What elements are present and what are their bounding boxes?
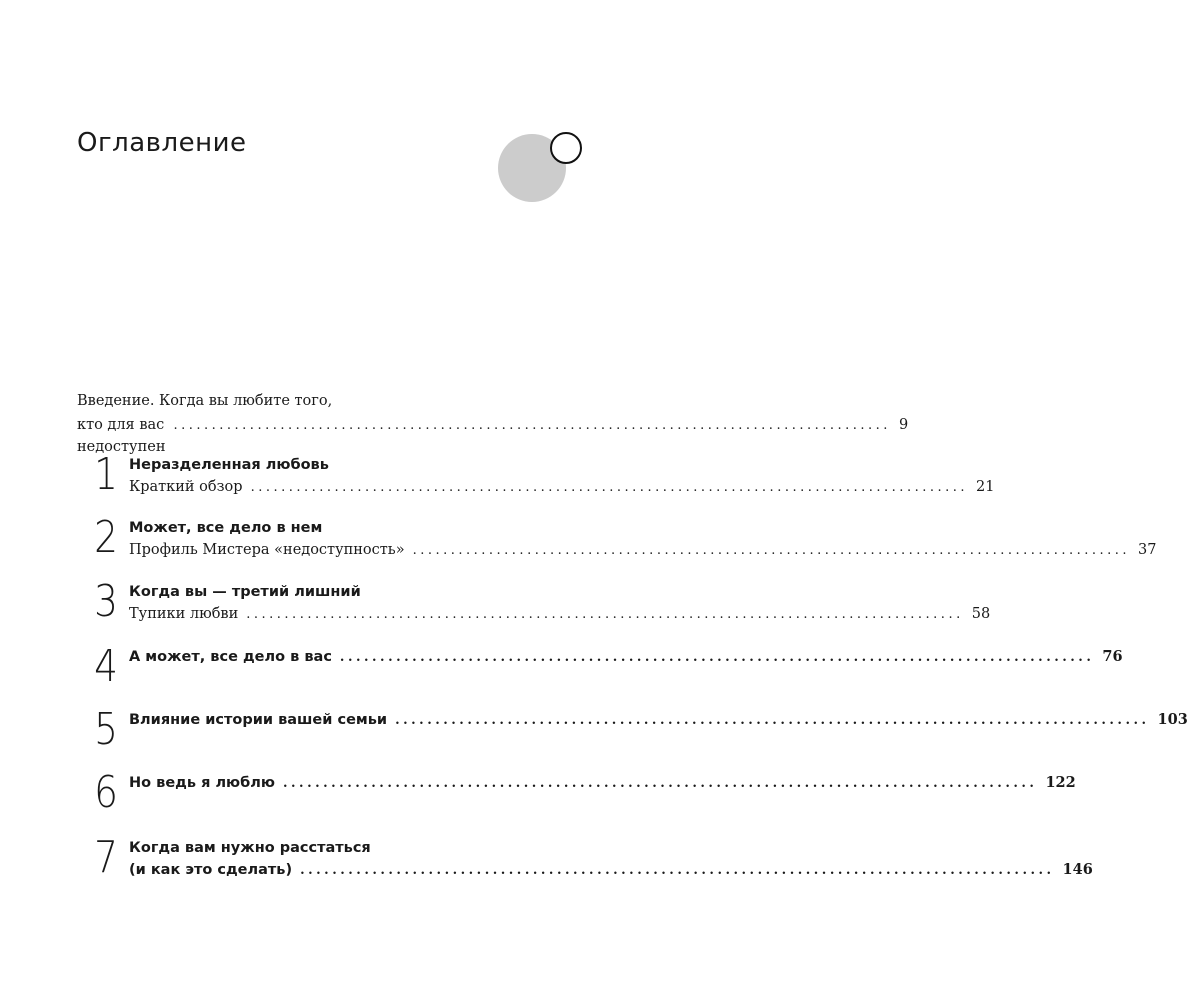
chapter-page-number: 21 xyxy=(976,479,995,495)
two-circles-icon xyxy=(498,132,582,202)
chapter-1-entry[interactable] xyxy=(88,449,995,514)
chapter-number: 3 xyxy=(94,576,118,627)
chapter-subtitle: Краткий обзор xyxy=(129,479,243,495)
chapter-6-entry[interactable] xyxy=(88,767,1076,832)
leader-dots: .............................................................................................. xyxy=(412,543,1131,558)
chapter-number: 2 xyxy=(94,512,118,563)
leader-dots: .............................................................................................. xyxy=(395,713,1150,728)
intro-entry[interactable] xyxy=(77,390,909,455)
chapter-subtitle: Тупики любви xyxy=(129,606,239,622)
chapter-number: 6 xyxy=(94,767,118,818)
chapter-title: А может, все дело в вас xyxy=(129,649,332,665)
chapter-page-number: 122 xyxy=(1045,774,1076,791)
chapter-title: Может, все дело в нем xyxy=(129,520,323,536)
chapter-title: Но ведь я люблю xyxy=(129,775,275,791)
chapter-number: 5 xyxy=(94,704,118,755)
leader-dots: .............................................................................................. xyxy=(173,418,891,433)
leader-dots: .............................................................................................. xyxy=(246,607,964,622)
chapter-number: 4 xyxy=(94,641,118,692)
chapter-title: Влияние истории вашей семьи xyxy=(129,712,388,728)
intro-title-line1: Введение. Когда вы любите того, xyxy=(77,393,333,409)
chapter-3-entry[interactable] xyxy=(88,576,991,641)
outline-circle xyxy=(551,133,581,163)
chapter-4-entry[interactable] xyxy=(88,641,1123,706)
chapter-title-line2: (и как это сделать) xyxy=(129,862,293,878)
chapter-page-number: 37 xyxy=(1138,542,1157,558)
chapter-page-number: 76 xyxy=(1102,648,1123,665)
chapter-title: Неразделенная любовь xyxy=(129,457,329,473)
chapter-5-entry[interactable] xyxy=(88,704,1188,769)
chapter-subtitle: Профиль Мистера «недоступность» xyxy=(129,542,405,558)
intro-page-number: 9 xyxy=(898,417,909,433)
leader-dots: .............................................................................................. xyxy=(250,480,969,495)
chapter-title-line1: Когда вам нужно расстаться xyxy=(129,840,371,856)
chapter-page-number: 146 xyxy=(1062,861,1093,878)
chapter-number: 7 xyxy=(94,832,118,883)
leader-dots: .............................................................................................. xyxy=(300,863,1055,878)
chapter-title: Когда вы — третий лишний xyxy=(129,584,361,600)
page-title: Оглавление xyxy=(77,128,247,158)
chapter-page-number: 103 xyxy=(1157,711,1188,728)
chapter-2-entry[interactable] xyxy=(88,512,1157,577)
chapter-number: 1 xyxy=(94,449,118,500)
chapter-7-entry[interactable] xyxy=(88,832,1093,897)
leader-dots: .............................................................................................. xyxy=(339,650,1095,665)
leader-dots: .............................................................................................. xyxy=(283,776,1038,791)
chapter-page-number: 58 xyxy=(971,606,991,622)
intro-title-line2: кто для вас недоступен xyxy=(77,417,166,455)
